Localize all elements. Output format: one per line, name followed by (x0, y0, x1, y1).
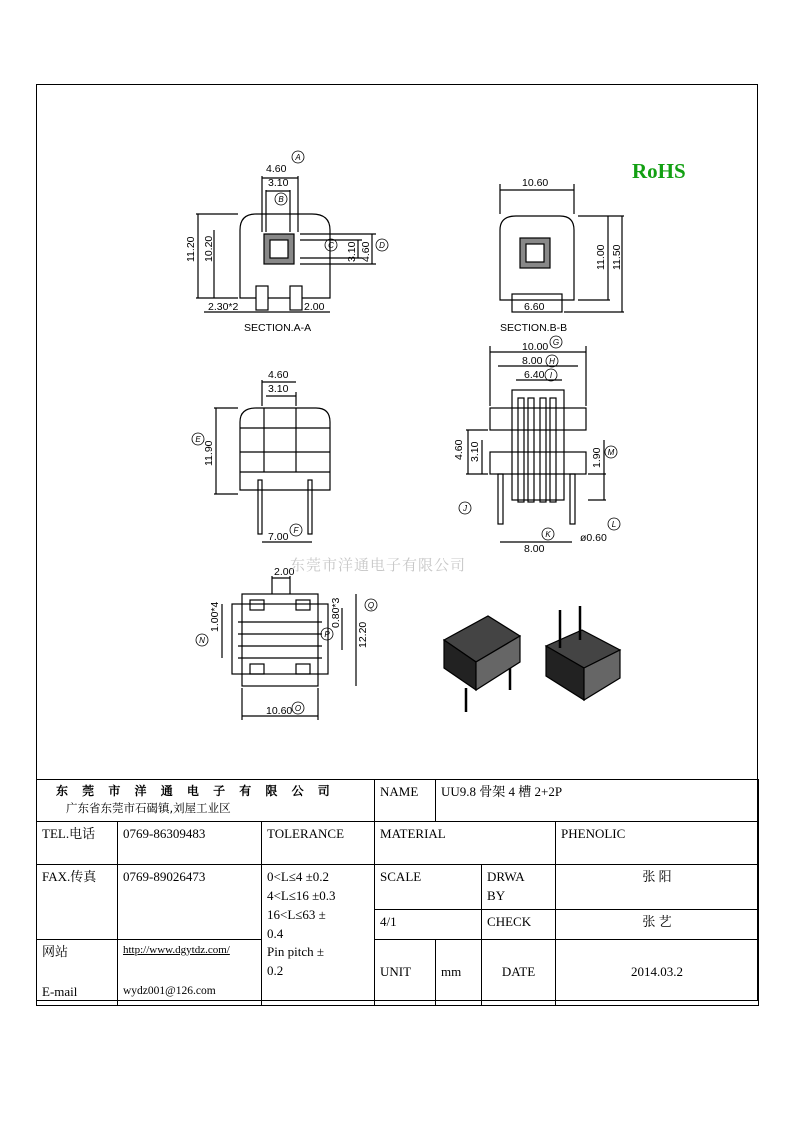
web-label: 网站 (42, 943, 69, 959)
marker-g: G (552, 338, 560, 347)
tolerance-line: Pin pitch ± (267, 944, 324, 960)
front-view (214, 380, 330, 542)
dim-b-10-60: 10.60 (522, 177, 549, 189)
dim-a-3-10: 3.10 (268, 177, 289, 189)
date-label: DATE (482, 939, 556, 1005)
dim-bottom-10-60: 10.60 (266, 705, 293, 717)
bottom-view (222, 576, 356, 720)
contact-values (118, 939, 262, 1005)
dim-bottom-1-00x4: 1.00*4 (209, 601, 221, 632)
section-a-caption: SECTION.A-A (244, 322, 312, 334)
dim-bottom-2-00: 2.00 (274, 566, 295, 578)
marker-i: I (549, 371, 553, 380)
tolerance-line: 0<L≤4 ±0.2 (267, 869, 330, 884)
marker-e: E (195, 435, 201, 444)
drawn-by-label (482, 865, 556, 910)
dim-side-10-00: 10.00 (522, 341, 549, 353)
material-label: MATERIAL (375, 822, 556, 865)
marker-l: L (611, 520, 617, 529)
marker-d: D (379, 241, 385, 250)
dim-front-11-90: 11.90 (203, 440, 215, 466)
material-value: PHENOLIC (556, 822, 759, 865)
drawn-label-line1: DRWA (487, 869, 525, 884)
unit-value: mm (436, 939, 482, 1005)
marker-k: K (545, 530, 551, 539)
tolerance-line: 0.4 (267, 925, 284, 941)
marker-m: M (607, 448, 615, 457)
dim-front-7-00: 7.00 (268, 531, 289, 543)
email-label: E-mail (42, 983, 78, 999)
name-label: NAME (375, 780, 436, 822)
company-address: 广东省东莞市石碣镇,刘屋工业区 (66, 801, 231, 816)
marker-h: H (549, 357, 555, 366)
bobbin-3d-render-2 (546, 606, 620, 700)
dim-side-8-00: 8.00 (522, 355, 543, 367)
company-name: 东 莞 市 洋 通 电 子 有 限 公 司 (56, 784, 335, 798)
dim-bottom-0-80x3: 0.80*3 (330, 597, 342, 628)
tolerance-line: 16<L≤63 ± (267, 906, 326, 922)
scale-value: 4/1 (375, 909, 482, 939)
dim-a-4-60-right: 4.60 (360, 241, 372, 262)
marker-c: C (328, 241, 334, 250)
marker-f: F (293, 526, 299, 535)
dim-bottom-12-20: 12.20 (357, 621, 369, 648)
dim-a-4-60: 4.60 (266, 163, 287, 175)
unit-label: UNIT (375, 939, 436, 1005)
dim-b-6-60: 6.60 (524, 301, 545, 313)
dim-a-11-20: 11.20 (185, 236, 197, 262)
contact-labels (37, 939, 118, 1005)
fax-label: FAX.传真 (37, 865, 118, 940)
marker-a: A (295, 153, 301, 162)
date-value: 2014.03.2 (556, 939, 759, 1005)
dim-side-3-10: 3.10 (469, 441, 481, 462)
dim-b-11-00: 11.00 (595, 244, 607, 270)
dim-side-pin-diameter: ø0.60 (580, 532, 607, 544)
dim-side-1-90: 1.90 (591, 447, 603, 468)
dim-front-4-60: 4.60 (268, 369, 289, 381)
marker-j: J (463, 504, 467, 513)
bobbin-3d-render-1 (444, 616, 520, 712)
tel-value: 0769-86309483 (118, 822, 262, 865)
drawn-by-value: 张 阳 (556, 865, 759, 910)
title-block (36, 779, 758, 1001)
tolerance-line: 0.2 (267, 963, 284, 979)
scale-label: SCALE (375, 865, 482, 910)
section-b-caption: SECTION.B-B (500, 322, 568, 334)
website-link[interactable]: http://www.dgytdz.com/ (123, 943, 230, 956)
dim-side-8-00-bottom: 8.00 (524, 543, 545, 555)
check-label: CHECK (482, 909, 556, 939)
marker-b: B (278, 195, 284, 204)
dim-a-10-20: 10.20 (203, 235, 215, 262)
dim-side-6-40: 6.40 (524, 369, 545, 381)
company-watermark: 东莞市洋通电子有限公司 (290, 556, 467, 574)
dim-a-3-10-right: 3.10 (346, 241, 358, 262)
dim-front-3-10: 3.10 (268, 383, 289, 395)
marker-n: N (199, 636, 205, 645)
dim-b-11-50: 11.50 (611, 244, 623, 270)
drawn-label-line2: BY (487, 887, 506, 903)
marker-p: P (324, 630, 330, 639)
tolerance-line: 4<L≤16 ±0.3 (267, 887, 336, 903)
tel-label: TEL.电话 (37, 822, 118, 865)
email-value[interactable]: wydz001@126.com (123, 984, 216, 997)
rohs-label: RoHS (632, 159, 686, 183)
dim-a-2-00: 2.00 (304, 301, 325, 313)
fax-value: 0769-89026473 (118, 865, 262, 940)
tolerance-label: TOLERANCE (262, 822, 375, 865)
marker-q: Q (367, 601, 375, 610)
dim-a-2-30x2: 2.30*2 (208, 301, 239, 313)
part-name: UU9.8 骨架 4 槽 2+2P (436, 780, 759, 822)
check-value: 张 艺 (556, 909, 759, 939)
marker-o: O (294, 704, 302, 713)
dim-side-4-60: 4.60 (453, 439, 465, 460)
tolerance-table (262, 865, 375, 1006)
company-cell (37, 780, 375, 822)
